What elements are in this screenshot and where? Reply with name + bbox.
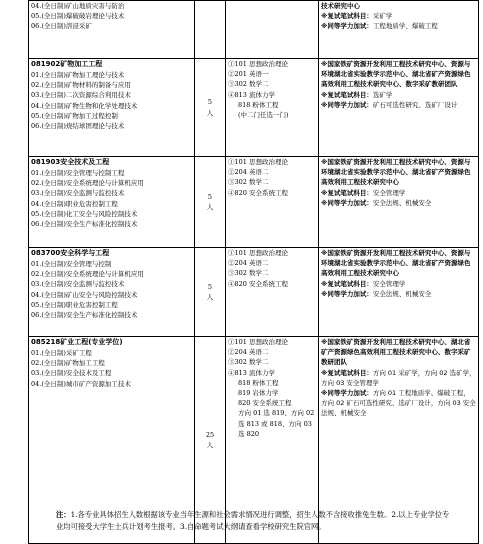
exam-subject: ②204 英语二 [228,168,269,177]
remark-text: 技术研究中心 [321,2,360,10]
exam-subject: 818 粉体工程 [238,100,279,109]
research-direction: 06.(全日制)溶浸采矿 [31,22,92,31]
research-direction: 02.(全日制)矿物材料的制备与应用 [31,81,131,90]
exam-subject: ②204 英语二 [228,348,269,357]
research-direction: 02.(全日制)矿物加工工程 [31,359,105,368]
exam-subject: ④813 流体力学 [228,90,275,99]
exam-subject: ③302 数学二 [228,269,269,278]
remark-text: 安全法规、机械安全 [372,289,432,298]
remark [321,90,476,100]
research-direction: 01.(全日制)安全管理与控制 [31,260,112,268]
major-cell [29,157,195,248]
major-title: 083700安全科学与工程 [31,249,110,257]
remark-text: 选矿学 [372,90,393,99]
enrollment-count: 5人 [206,98,214,117]
remark [321,100,476,110]
research-direction: 05.(全日制)爆破破岩理论与技术 [31,12,125,21]
major-title: 081903安全技术及工程 [31,158,110,166]
remark-label: ※同等学力加试： [321,100,373,109]
remark-text: 采矿学 [372,12,393,21]
exam-subject: 820 安全系统工程 [238,399,292,408]
exam-subject: ①101 思想政治理论 [228,60,288,68]
major-title: 081902矿物加工工程 [31,60,103,68]
remark-label: ※国家铁矿资源开发利用工程技术研究中心、湖北省矿产资源绿色高效利用工程技术研究中心、数字采矿教研团队 [321,338,471,367]
remark-label: ※同等学力加试： [321,289,373,298]
research-direction: 03.(全日制)安全技术及工程 [31,369,112,378]
remark [321,279,476,289]
program-table [28,0,479,544]
research-direction: 04.(全日制)职业危害控制工程 [31,199,118,208]
exam-subject: ②201 英语一 [228,70,269,79]
research-direction: 05.(全日制)职业危害控制工程 [31,300,118,309]
remark-label: ※国家铁矿资源开发利用工程技术研究中心、资源与环境湖北省实验教学示范中心、湖北省矿产资源绿色高效利用工程技术研究中心 [321,249,471,278]
remark-label: ※复试笔试科目： [321,12,373,21]
remark [321,21,476,31]
remark-label: ※复试笔试科目： [321,90,373,99]
exam-subject: ③302 数学二 [228,358,269,367]
exam-subject: ④813 流体力学 [228,368,275,377]
remark [321,388,476,419]
research-direction: 05.(全日制)矿物加工过程控制 [31,111,118,120]
footer-label: 注： [56,510,71,519]
remark-label: ※同等学力加试： [321,389,373,398]
program-row [29,59,479,157]
program-row [29,157,479,248]
exam-subject: ①101 思想政治理论 [228,338,288,346]
remark-label: ※复试笔试科目： [321,188,373,197]
remark-text: 方向 01 工程地质学、爆破工程，方向 02 矿石可选性研究、选矿厂设计，方向 03 安全法规、机械安全 [321,389,476,418]
major-title: 085218矿业工程(专业学位) [31,338,123,346]
exam-subjects-cell [226,59,319,157]
remarks-cell [319,248,479,337]
footer-note [56,509,456,533]
remark [321,157,476,188]
exam-subject: 方向 01 选 819、方向 02 选 813 或 818、方向 03 选 820 [238,409,315,438]
remark [321,289,476,299]
remark [321,368,476,388]
exam-subjects-cell [226,157,319,248]
remark-text: 工程地质学、爆破工程 [372,22,438,31]
remark-text: 安全法规、机械安全 [372,198,432,207]
remark [321,248,476,279]
exam-subject: 819 岩体力学 [238,389,279,398]
enrollment-cell [195,157,226,248]
enrollment-cell [195,59,226,157]
exam-subject: ①101 思想政治理论 [228,249,288,257]
remark [321,188,476,198]
exam-subject: ④820 安全系统工程 [228,279,288,288]
major-cell [29,1,195,59]
research-direction: 02.(全日制)安全系统理论与计算机应用 [31,270,144,279]
remark [321,198,476,208]
remark-label: ※复试笔试科目： [321,279,373,288]
exam-subject: ③302 数学二 [228,80,269,89]
research-direction: 03.(全日制)安全监测与监控技术 [31,280,125,289]
research-direction: 01.(全日制)采矿工程 [31,349,92,357]
remark-label: ※同等学力加试： [321,22,373,31]
footer-text: 1.各专业具体招生人数根据该专业当年生源和社会需求情况进行调整，招生人数不含接收推免生数。2.以上专业学位专业均可接受大学生士兵计划考生报考。3.自命题考试大纲请查看学校研究生院官网。 [56,510,450,531]
research-direction: 06.(全日制)安全生产标准化控制技术 [31,220,138,229]
research-direction: 04.(全日制)矿山安全与风险控制技术 [31,290,138,299]
remark [321,1,476,11]
enrollment-cell [195,248,226,337]
exam-subjects-cell [226,248,319,337]
research-direction: 02.(全日制)安全系统理论与计算机应用 [31,179,144,188]
remarks-cell [319,59,479,157]
remark-label: ※复试笔试科目： [321,368,373,377]
remark [321,337,476,368]
remarks-cell [319,157,479,248]
research-direction: 04.(全日制)矿山地质灾害与防治 [31,2,125,10]
major-cell [29,59,195,157]
exam-subject: 818 粉体工程 [238,378,279,387]
research-direction: 05.(全日制)化工安全与风险控制技术 [31,209,138,218]
exam-subject: ③302 数学二 [228,178,269,187]
remark-text: 安全管理学 [372,188,406,197]
remark-label: ※同等学力加试： [321,198,373,207]
program-row [29,1,479,59]
exam-subjects-cell [226,1,319,59]
remark-text: 方向 01 采矿学，方向 02 选矿学，方向 03 安全管理学 [321,368,476,387]
research-direction: 01.(全日制)安全管理与控制工程 [31,169,125,177]
remark [321,11,476,21]
remark-text: 矿石可选性研究、选矿厂设计 [372,100,458,109]
enrollment-count: 5人 [206,282,214,301]
remark-text: 安全管理学 [372,279,406,288]
research-direction: 03.(全日制)安全监测与监控技术 [31,189,125,198]
research-direction: 04.(全日制)矿物生物和化学处理技术 [31,101,138,110]
remarks-cell [319,1,479,59]
research-direction: 06.(全日制)烧结球团理论与技术 [31,122,125,131]
enrollment-count: 25人 [205,430,215,449]
major-cell [29,248,195,337]
exam-subject: ②204 英语二 [228,259,269,268]
research-direction: 01.(全日制)矿物加工理论与技术 [31,71,125,79]
research-direction: 03.(全日制)二次资源综合利用技术 [31,91,131,100]
remark-label: ※国家铁矿资源开发利用工程技术研究中心、资源与环境湖北省实验教学示范中心、湖北省矿产资源绿色高效利用工程技术研究中心 [321,158,471,187]
research-direction: 04.(全日制)城市矿产资源加工技术 [31,379,131,388]
remark [321,59,476,90]
exam-subject: ①101 思想政治理论 [228,158,288,166]
program-row [29,248,479,337]
exam-subject: ④820 安全系统工程 [228,188,288,197]
research-direction: 06.(全日制)安全生产标准化控制技术 [31,311,138,320]
enrollment-count: 5人 [206,192,214,211]
enrollment-cell [195,1,226,59]
exam-subject: (中二门任选一门) [238,111,289,120]
remark-label: ※国家铁矿资源开发利用工程技术研究中心、资源与环境湖北省实验教学示范中心、湖北省矿产资源绿色高效利用工程技术研究中心、数字采矿教研团队 [321,60,471,89]
